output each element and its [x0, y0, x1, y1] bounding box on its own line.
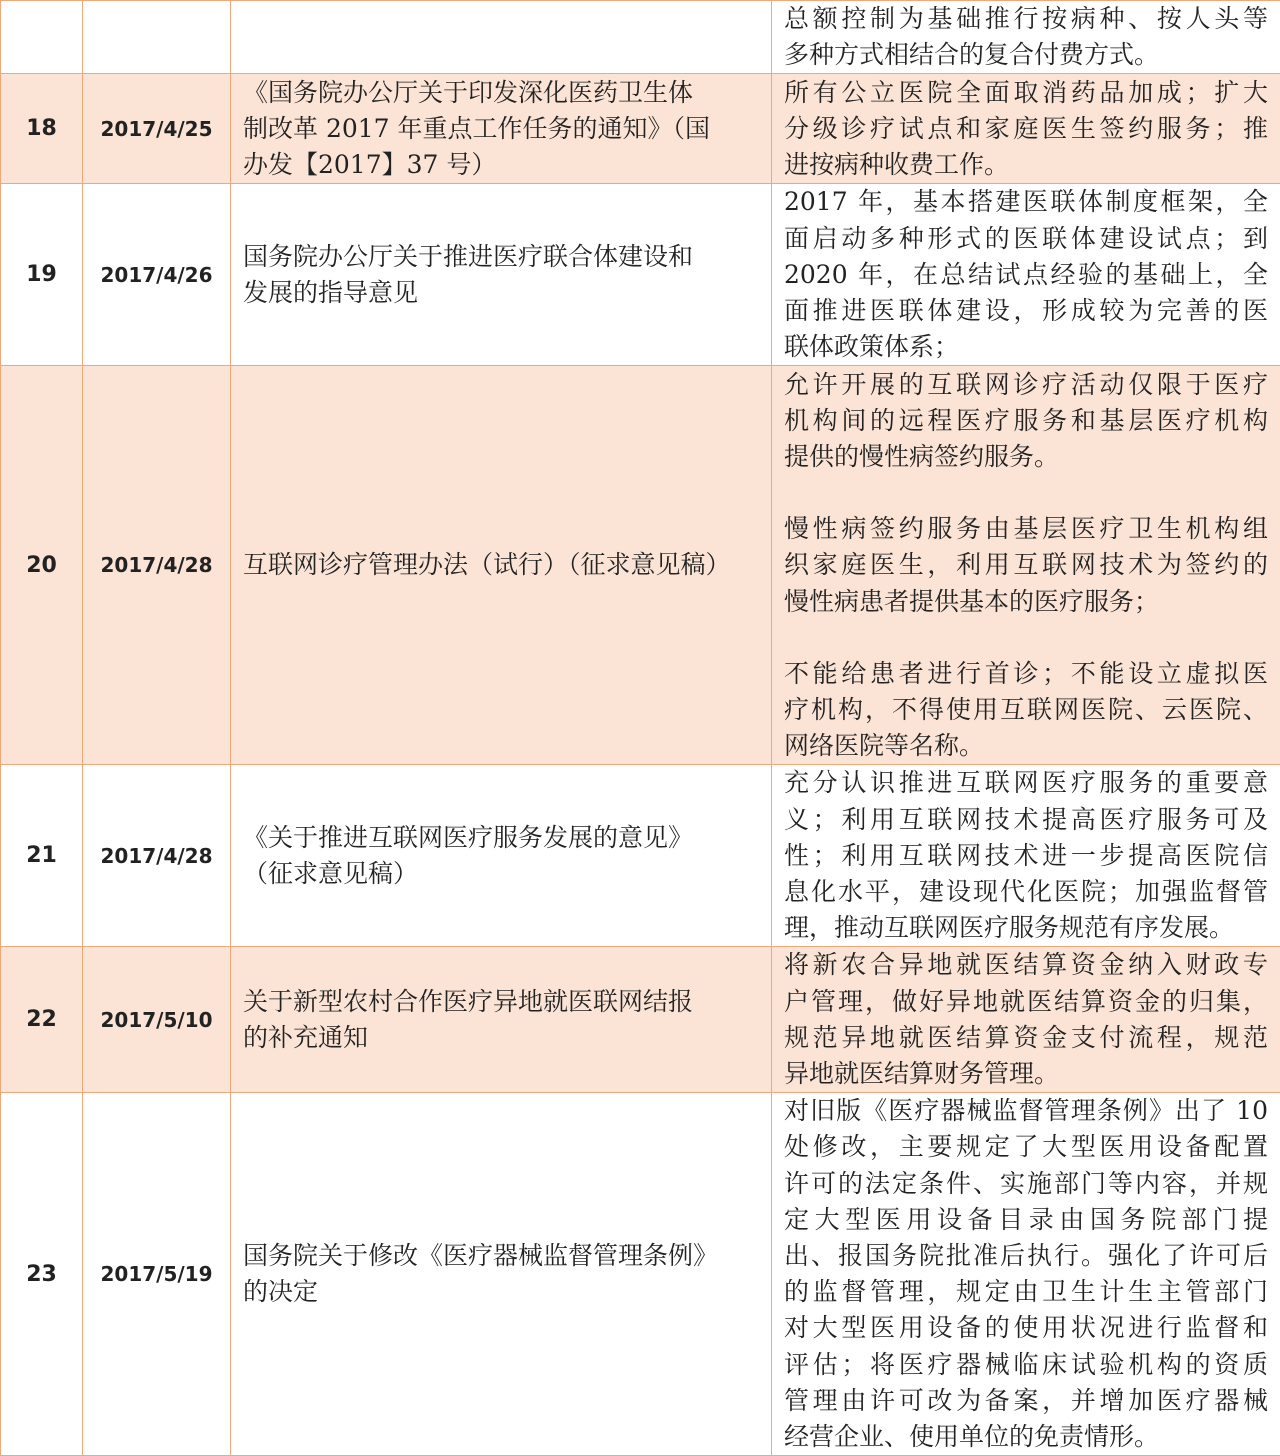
- row-date: [83, 1, 231, 74]
- row-number: 21: [1, 765, 83, 947]
- content-line: 定大型医用设备目录由国务院部门提: [784, 1202, 1268, 1238]
- content-line: 对大型医用设备的使用状况进行监督和: [784, 1310, 1268, 1346]
- row-title: [231, 1, 772, 74]
- table-row: [1, 1, 1280, 74]
- row-date: 2017/4/25: [83, 74, 231, 184]
- row-title: [231, 947, 772, 1093]
- title-line: 发展的指导意见: [243, 275, 759, 311]
- row-content: [772, 366, 1280, 765]
- title-line: 制改革 2017 年重点工作任务的通知》（国: [243, 111, 759, 147]
- content-line: 息化水平，建设现代化医院；加强监督管: [784, 874, 1268, 910]
- content-line: 联体政策体系；: [784, 329, 1268, 365]
- row-date: 2017/4/26: [83, 184, 231, 366]
- row-number: 20: [1, 366, 83, 765]
- table-row: [1, 184, 1280, 366]
- content-line: 处修改，主要规定了大型医用设备配置: [784, 1129, 1268, 1165]
- content-line: 2017 年，基本搭建医联体制度框架，全: [784, 184, 1268, 220]
- table-body: [1, 1, 1280, 1456]
- content-line: 面启动多种形式的医联体建设试点；到: [784, 221, 1268, 257]
- row-title: [231, 366, 772, 765]
- row-number: [1, 1, 83, 74]
- row-content: [772, 947, 1280, 1093]
- title-line: 的补充通知: [243, 1020, 759, 1056]
- content-line: 进按病种收费工作。: [784, 147, 1268, 183]
- title-line: 关于新型农村合作医疗异地就医联网结报: [243, 984, 759, 1020]
- title-line: 互联网诊疗管理办法（试行）（征求意见稿）: [243, 547, 759, 583]
- table-row: [1, 1093, 1280, 1456]
- content-line: 允许开展的互联网诊疗活动仅限于医疗: [784, 367, 1268, 403]
- row-content: [772, 765, 1280, 947]
- table-row: [1, 765, 1280, 947]
- title-line: 《国务院办公厅关于印发深化医药卫生体: [243, 75, 759, 111]
- title-line: （征求意见稿）: [243, 856, 759, 892]
- content-line: 机构间的远程医疗服务和基层医疗机构: [784, 403, 1268, 439]
- row-date: 2017/5/19: [83, 1093, 231, 1456]
- row-title: [231, 1093, 772, 1456]
- content-line: 管理由许可改为备案，并增加医疗器械: [784, 1383, 1268, 1419]
- content-line: 充分认识推进互联网医疗服务的重要意: [784, 765, 1268, 801]
- row-content: [772, 184, 1280, 366]
- row-number: 22: [1, 947, 83, 1093]
- row-number: 19: [1, 184, 83, 366]
- row-title: [231, 74, 772, 184]
- content-line: 慢性病签约服务由基层医疗卫生机构组: [784, 511, 1268, 547]
- content-line: 许可的法定条件、实施部门等内容，并规: [784, 1166, 1268, 1202]
- content-line: 评估；将医疗器械临床试验机构的资质: [784, 1347, 1268, 1383]
- content-line: 户管理，做好异地就医结算资金的归集，: [784, 984, 1268, 1020]
- content-line: 疗机构，不得使用互联网医院、云医院、: [784, 692, 1268, 728]
- row-content: [772, 1, 1280, 74]
- title-line: 国务院关于修改《医疗器械监督管理条例》: [243, 1238, 759, 1274]
- content-line: 不能给患者进行首诊；不能设立虚拟医: [784, 656, 1268, 692]
- content-line: 规范异地就医结算资金支付流程，规范: [784, 1020, 1268, 1056]
- content-line: 对旧版《医疗器械监督管理条例》出了 10: [784, 1093, 1268, 1129]
- row-date: 2017/4/28: [83, 765, 231, 947]
- content-line: 提供的慢性病签约服务。: [784, 439, 1268, 475]
- title-line: 国务院办公厅关于推进医疗联合体建设和: [243, 239, 759, 275]
- title-line: 的决定: [243, 1274, 759, 1310]
- content-line: 慢性病患者提供基本的医疗服务；: [784, 584, 1268, 620]
- row-date: 2017/4/28: [83, 366, 231, 765]
- content-line: 理，推动互联网医疗服务规范有序发展。: [784, 910, 1268, 946]
- content-line: 面推进医联体建设，形成较为完善的医: [784, 293, 1268, 329]
- content-line: 义；利用互联网技术提高医疗服务可及: [784, 802, 1268, 838]
- content-line: 2020 年，在总结试点经验的基础上，全: [784, 257, 1268, 293]
- row-number: 18: [1, 74, 83, 184]
- table-row: [1, 366, 1280, 765]
- content-line: 异地就医结算财务管理。: [784, 1056, 1268, 1092]
- row-content: [772, 1093, 1280, 1456]
- row-title: [231, 765, 772, 947]
- paragraph-gap: [784, 620, 1268, 656]
- paragraph-gap: [784, 475, 1268, 511]
- content-line: 织家庭医生，利用互联网技术为签约的: [784, 547, 1268, 583]
- content-line: 多种方式相结合的复合付费方式。: [784, 37, 1268, 73]
- row-title: [231, 184, 772, 366]
- table-row: [1, 947, 1280, 1093]
- content-line: 性；利用互联网技术进一步提高医院信: [784, 838, 1268, 874]
- content-line: 网络医院等名称。: [784, 728, 1268, 764]
- content-line: 出、报国务院批准后执行。强化了许可后: [784, 1238, 1268, 1274]
- row-content: [772, 74, 1280, 184]
- table-row: [1, 74, 1280, 184]
- content-line: 将新农合异地就医结算资金纳入财政专: [784, 947, 1268, 983]
- content-line: 总额控制为基础推行按病种、按人头等: [784, 1, 1268, 37]
- content-line: 分级诊疗试点和家庭医生签约服务；推: [784, 111, 1268, 147]
- row-date: 2017/5/10: [83, 947, 231, 1093]
- content-line: 经营企业、使用单位的免责情形。: [784, 1419, 1268, 1455]
- title-line: 《关于推进互联网医疗服务发展的意见》: [243, 820, 759, 856]
- title-line: 办发【2017】37 号）: [243, 147, 759, 183]
- content-line: 所有公立医院全面取消药品加成；扩大: [784, 75, 1268, 111]
- row-number: 23: [1, 1093, 83, 1456]
- content-line: 的监督管理，规定由卫生计生主管部门: [784, 1274, 1268, 1310]
